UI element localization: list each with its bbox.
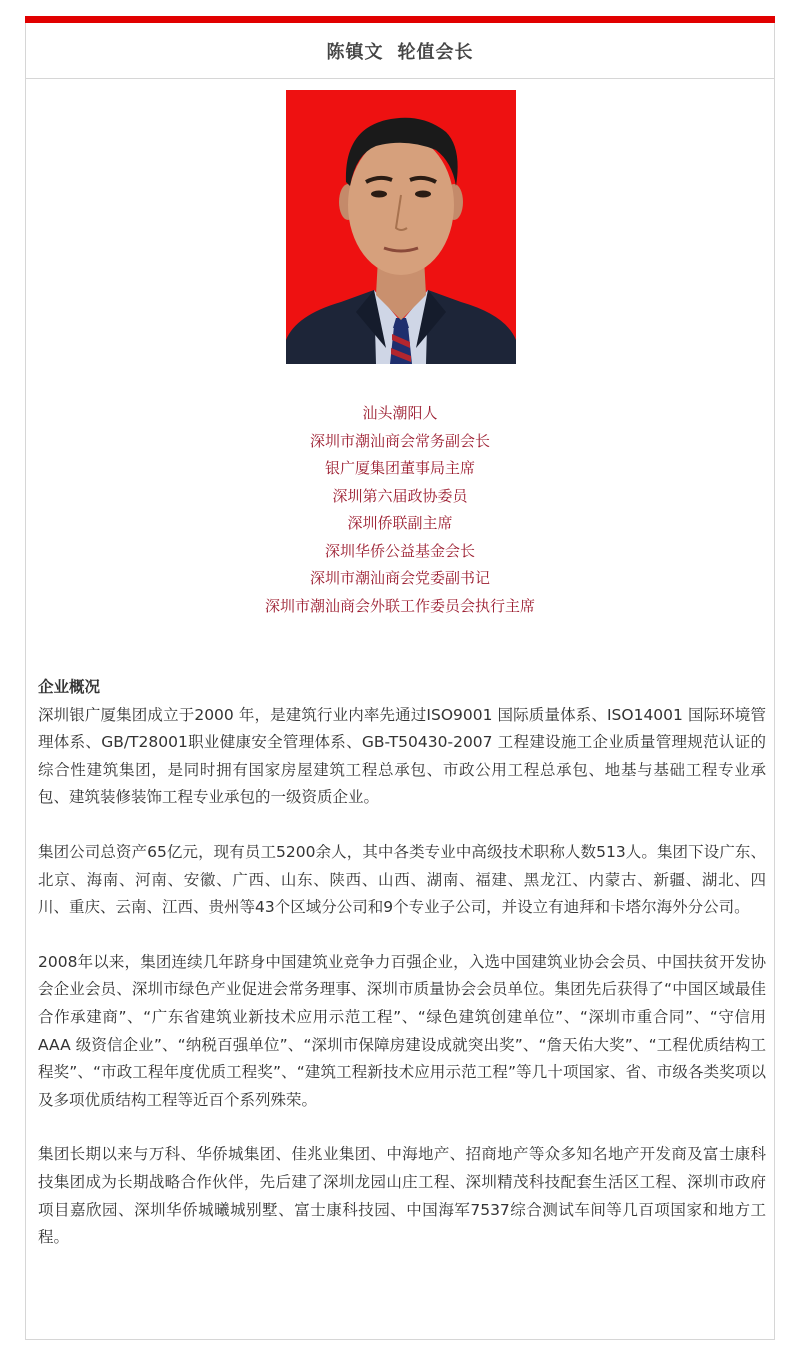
person-name: 陈镇文 bbox=[326, 41, 384, 63]
title-line: 深圳市潮汕商会外联工作委员会执行主席 bbox=[264, 596, 535, 615]
profile-paragraph: 集团公司总资产65亿元，现有员工5200余人，其中各类专业中高级技术职称人数513人。集团下设广东、北京、海南、河南、安徽、广西、山东、陕西、山西、湖南、福建、黑龙江、内蒙古、新疆、湖北、四川、重庆、云南、江西、贵州等43个区域分公司和9个专业子公司，并设立有迪拜和卡塔尔海外分公司。 bbox=[38, 842, 766, 917]
company-profile bbox=[38, 674, 766, 1279]
title-line: 深圳市潮汕商会党委副书记 bbox=[309, 569, 490, 587]
profile-paragraph: 2008年以来，集团连续几年跻身中国建筑业竞争力百强企业，入选中国建筑业协会会员、中国扶贫开发协会企业会员、深圳市绿色产业促进会常务理事、深圳市质量协会会员单位。集团先后获得了“中国区域最佳合作承建商”、“广东省建筑业新技术应用示范工程”、“绿色建筑创建单位”、“深圳市重合同”、“守信用AAA 级资信企业”、“纳税百强单位”、“深圳市保障房建设成就突出奖”、“詹天佑大奖”、“工程优质结构工程奖”、“市政工程年度优质工程奖”、“建筑工程新技术应用示范工程”等几十项国家、省、市级各类奖项以及多项优质结构工程等近百个系列殊荣。 bbox=[38, 952, 766, 1109]
person-position: 轮值会长 bbox=[397, 41, 474, 63]
title-line: 深圳侨联副主席 bbox=[347, 514, 453, 532]
profile-card bbox=[25, 16, 775, 1340]
titles-list bbox=[26, 400, 774, 620]
profile-paragraph: 深圳银广厦集团成立于2000 年，是建筑行业内率先通过ISO9001 国际质量体系、ISO14001 国际环境管理体系、GB/T28001职业健康安全管理体系、GB-T50430-2007 工程建设施工企业质量管理规范认证的综合性建筑集团，是同时拥有国家房屋建筑工程总承包、市政公用工程总承包、地基与基础工程专业承包、建筑装修装饰工程专业承包的一级资质企业。 bbox=[38, 705, 766, 807]
page-title bbox=[26, 23, 774, 79]
title-line: 深圳市潮汕商会常务副会长 bbox=[309, 431, 490, 450]
title-line: 深圳华侨公益基金会长 bbox=[324, 541, 475, 560]
profile-paragraph: 集团长期以来与万科、华侨城集团、佳兆业集团、中海地产、招商地产等众多知名地产开发商及富士康科技集团成为长期战略合作伙伴，先后建了深圳龙园山庄工程、深圳精茂科技配套生活区工程、深圳市政府项目嘉欣园、深圳华侨城曦城别墅、富士康科技园、中国海军7537综合测试车间等几百项国家和地方工程。 bbox=[38, 1145, 766, 1247]
title-line: 汕头潮阳人 bbox=[362, 404, 438, 422]
accent-bar bbox=[25, 16, 775, 23]
portrait-photo bbox=[286, 90, 516, 364]
title-line: 深圳第六届政协委员 bbox=[332, 486, 468, 505]
section-title: 企业概况 bbox=[38, 678, 101, 696]
title-line: 银广厦集团董事局主席 bbox=[324, 459, 475, 477]
